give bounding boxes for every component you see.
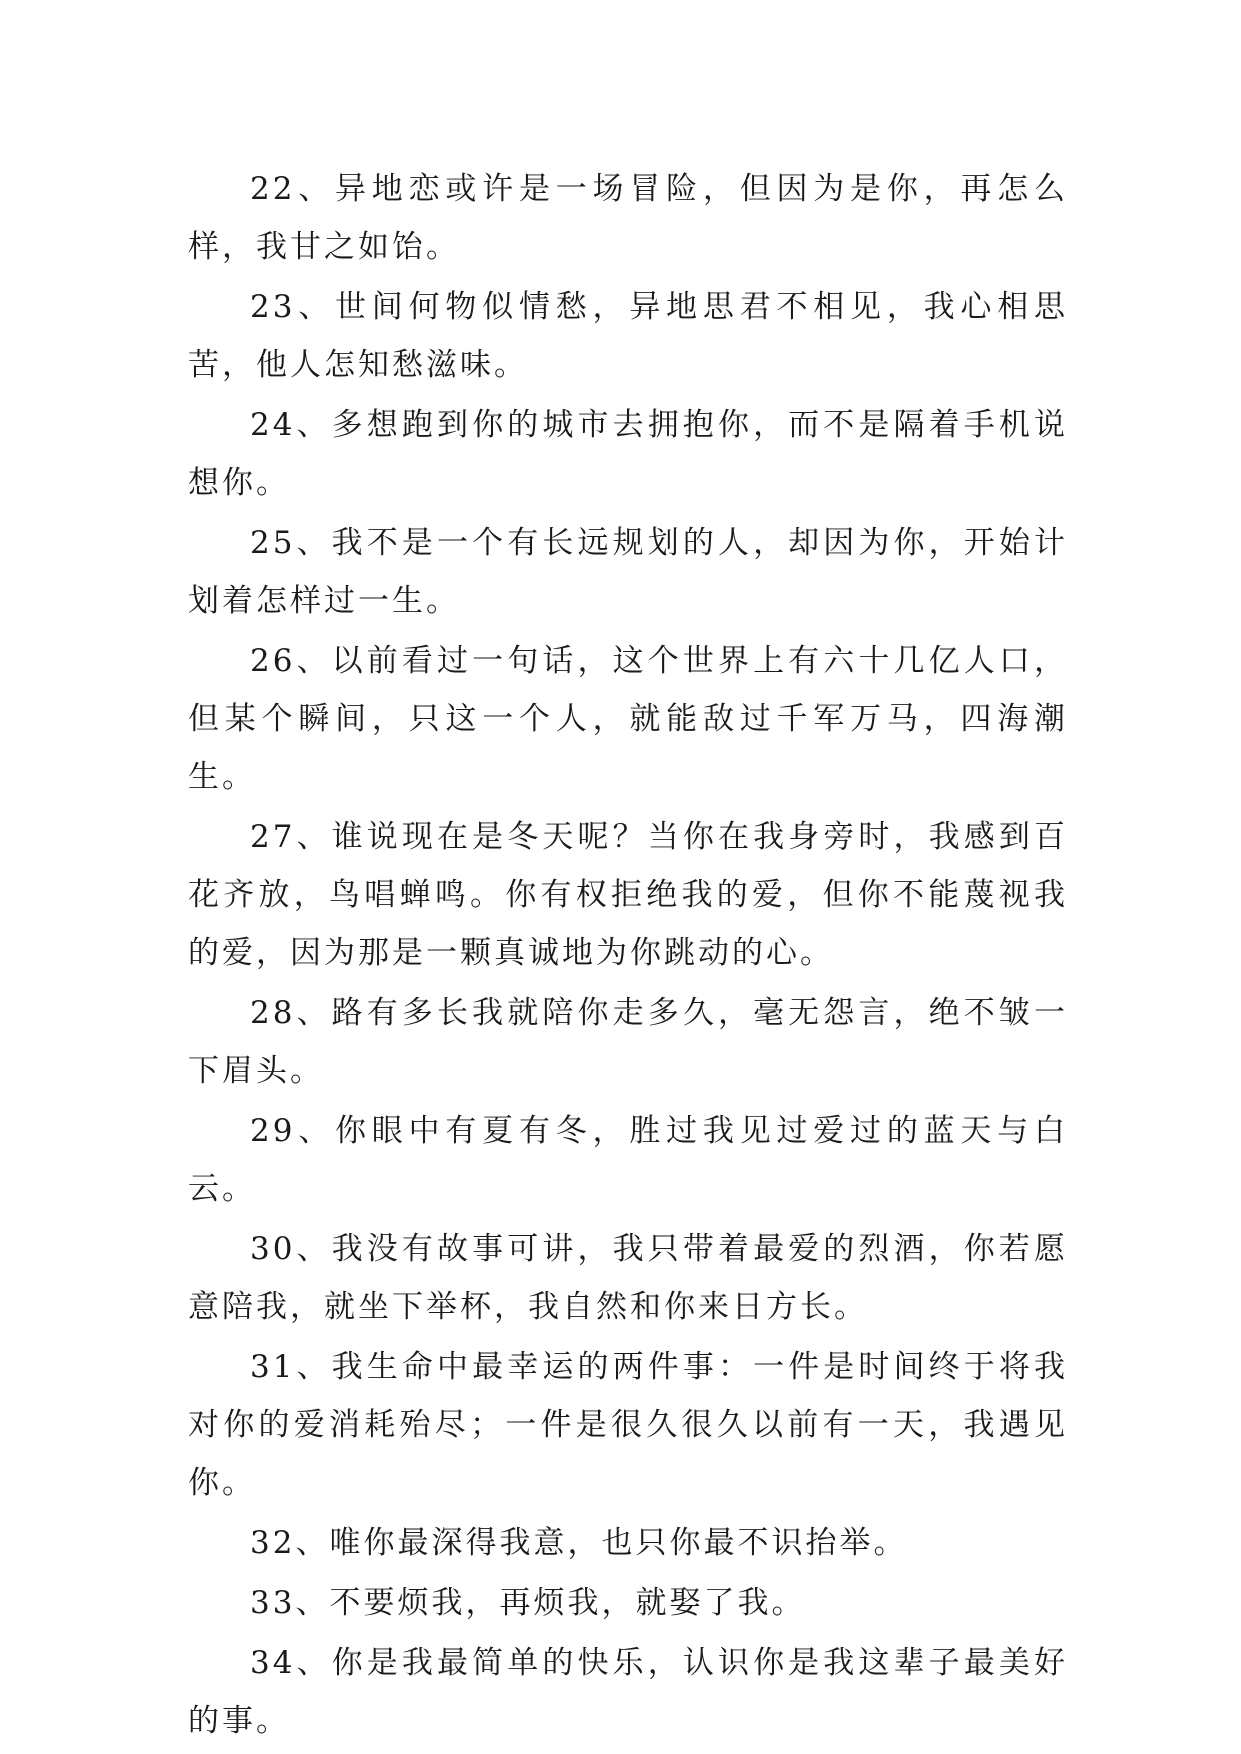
paragraph-33: 33、不要烦我，再烦我，就娶了我。 [250, 1585, 806, 1621]
paragraph-23: 23、世间何物似情愁，异地思君不相见，我心相思苦，他人怎知愁滋味。 [188, 289, 1068, 383]
paragraph-30: 30、我没有故事可讲，我只带着最爱的烈酒，你若愿意陪我，就坐下举杯，我自然和你来日方长。 [188, 1231, 1068, 1325]
paragraph-28: 28、路有多长我就陪你走多久，毫无怨言，绝不皱一下眉头。 [188, 995, 1068, 1089]
paragraph-26: 26、以前看过一句话，这个世界上有六十几亿人口，但某个瞬间，只这一个人，就能敌过千军万马，四海潮生。 [188, 643, 1068, 795]
paragraph-32: 32、唯你最深得我意，也只你最不识抬举。 [250, 1525, 908, 1561]
paragraph-24: 24、多想跑到你的城市去拥抱你，而不是隔着手机说想你。 [188, 407, 1068, 501]
document-page [188, 160, 1068, 1752]
paragraph-29: 29、你眼中有夏有冬，胜过我见过爱过的蓝天与白云。 [188, 1113, 1068, 1207]
paragraph-31: 31、我生命中最幸运的两件事：一件是时间终于将我对你的爱消耗殆尽；一件是很久很久以前有一天，我遇见你。 [188, 1349, 1068, 1501]
paragraph-34: 34、你是我最简单的快乐，认识你是我这辈子最美好的事。 [188, 1645, 1068, 1739]
paragraph-27: 27、谁说现在是冬天呢？当你在我身旁时，我感到百花齐放，鸟唱蝉鸣。你有权拒绝我的爱，但你不能蔑视我的爱，因为那是一颗真诚地为你跳动的心。 [188, 819, 1068, 971]
paragraph-22: 22、异地恋或许是一场冒险，但因为是你，再怎么样，我甘之如饴。 [188, 171, 1068, 265]
paragraph-25: 25、我不是一个有长远规划的人，却因为你，开始计划着怎样过一生。 [188, 525, 1068, 619]
